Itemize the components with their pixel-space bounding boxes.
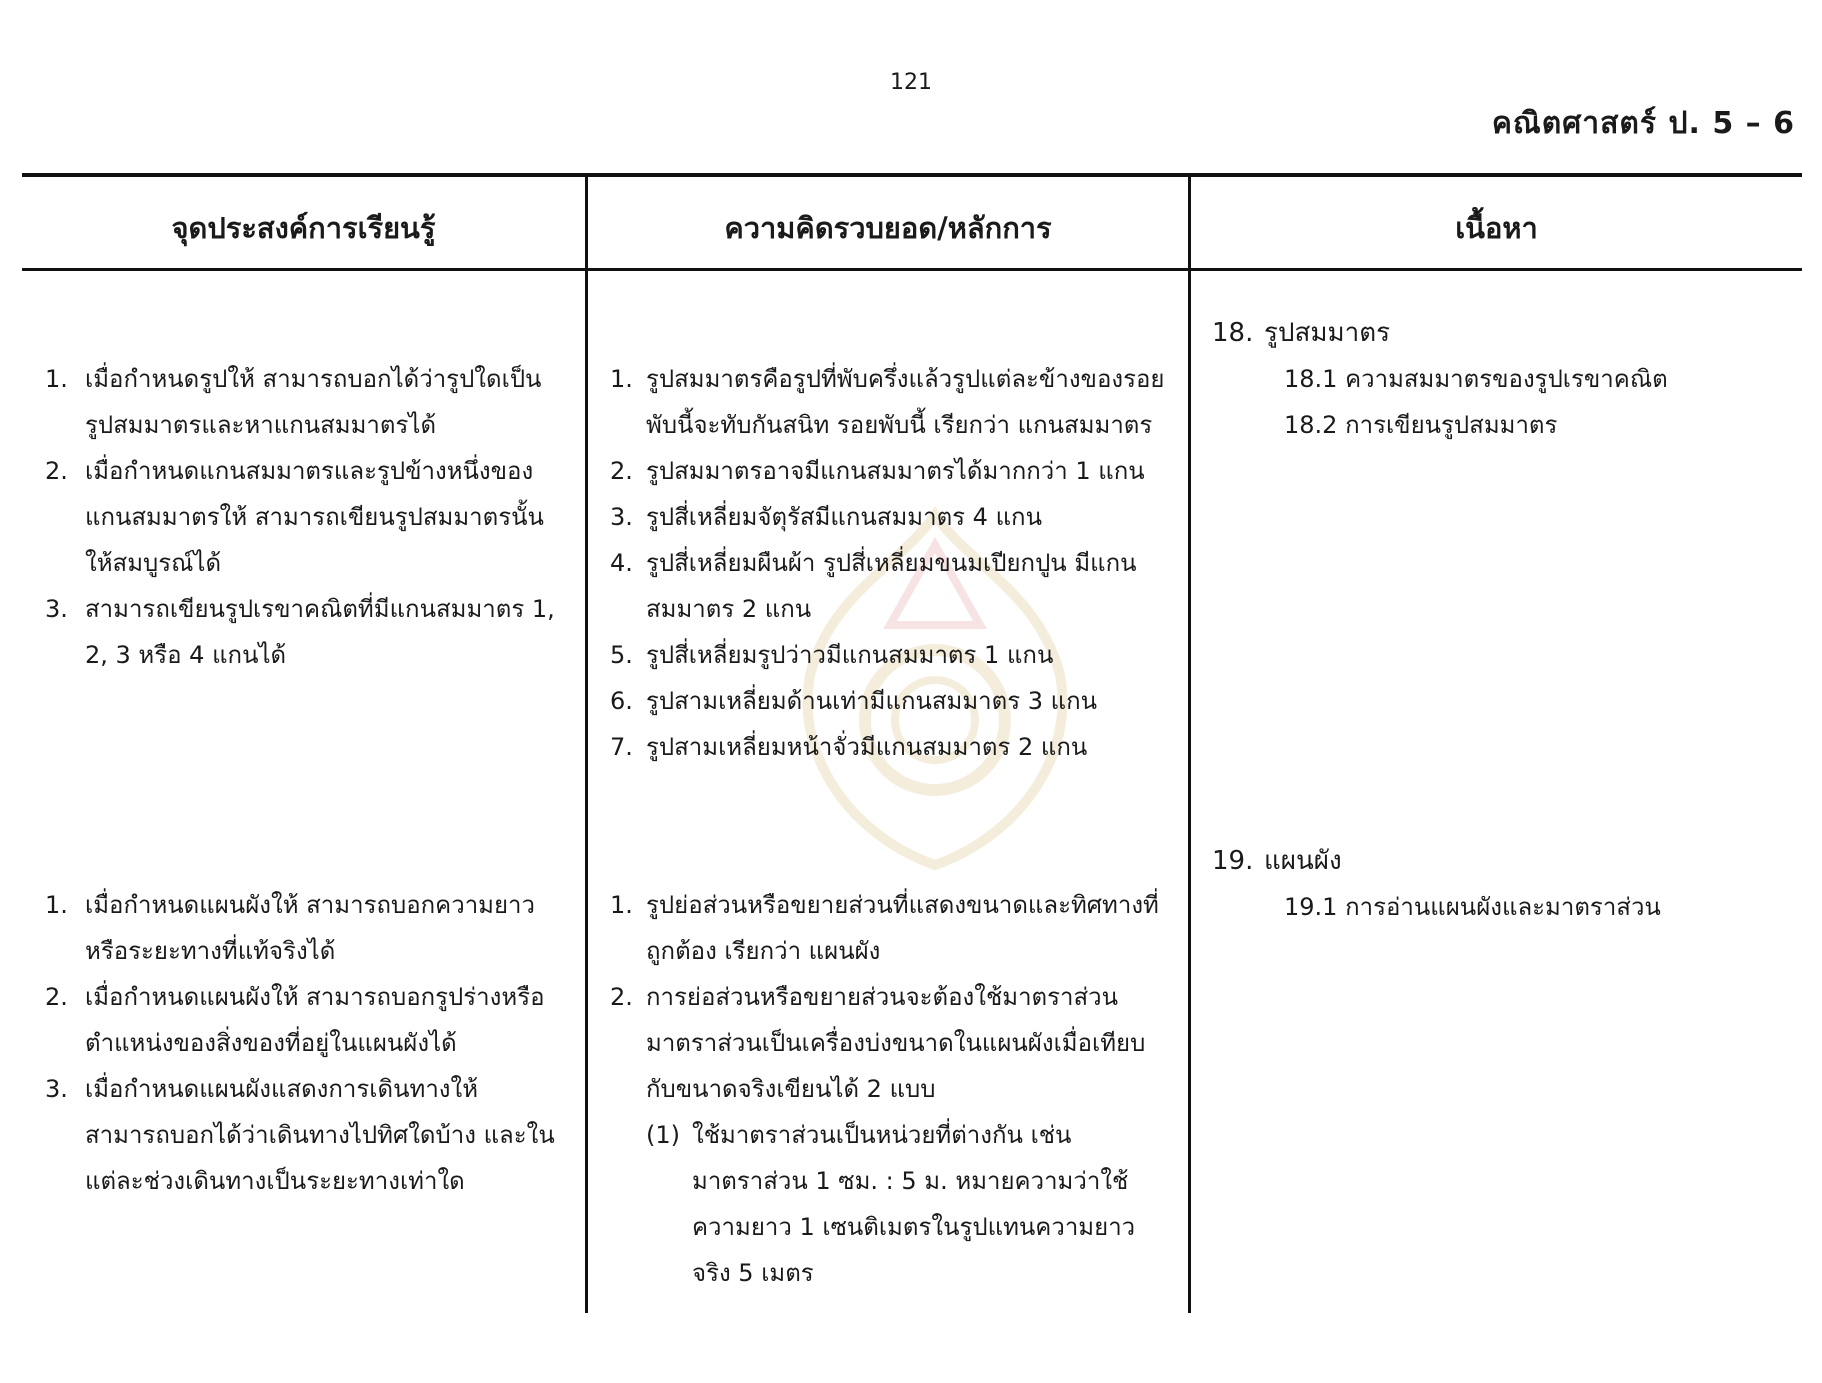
objective-item: [45, 586, 565, 678]
concept-item: [610, 448, 1170, 494]
concept-item: [610, 494, 1170, 540]
item-number: 1.: [45, 891, 68, 919]
concept-item: [610, 632, 1170, 678]
item-text: การย่อส่วนหรือขยายส่วนจะต้องใช้มาตราส่วน มาตราส่วนเป็นเครื่องบ่งขนาดในแผนผังเมื่อเทียบกับขนาดจริงเขียนได้ 2 แบบ: [646, 983, 1146, 1103]
concept-item: [610, 540, 1170, 632]
page-number: 121: [890, 70, 932, 95]
content-subtopic: 19.1 การอ่านแผนผังและมาตราส่วน: [1284, 893, 1661, 921]
item-text: รูปสามเหลี่ยมหน้าจั่วมีแกนสมมาตร 2 แกน: [646, 733, 1088, 761]
concept-item: [610, 974, 1170, 1112]
item-text: เมื่อกำหนดแผนผังให้ สามารถบอกรูปร่างหรือตำแหน่งของสิ่งของที่อยู่ในแผนผังได้: [85, 983, 545, 1057]
item-number: 3.: [45, 1075, 68, 1103]
section1-concepts: [610, 356, 1170, 770]
item-number: 4.: [610, 549, 633, 577]
section2-concepts: [610, 882, 1170, 1296]
item-text: เมื่อกำหนดแผนผังให้ สามารถบอกความยาวหรือระยะทางที่แท้จริงได้: [85, 891, 536, 965]
item-text: เมื่อกำหนดแผนผังแสดงการเดินทางให้ สามารถบอกได้ว่าเดินทางไปทิศใดบ้าง และในแต่ละช่วงเดินทางเป็นระยะทางเท่าใด: [85, 1075, 555, 1195]
content-topic: [1212, 310, 1782, 356]
topic-title: แผนผัง: [1264, 846, 1342, 876]
objective-item: [45, 1066, 565, 1204]
content-column-header: เนื้อหา: [1455, 211, 1538, 245]
item-text: รูปสี่เหลี่ยมจัตุรัสมีแกนสมมาตร 4 แกน: [646, 503, 1042, 531]
item-number: 2.: [45, 983, 68, 1011]
subject-title: คณิตศาสตร์ ป. 5 – 6: [1491, 106, 1795, 141]
item-text: เมื่อกำหนดรูปให้ สามารถบอกได้ว่ารูปใดเป็นรูปสมมาตรและหาแกนสมมาตรได้: [85, 365, 542, 439]
section2-content: [1212, 838, 1782, 930]
subitem-number: (1): [646, 1121, 680, 1149]
item-number: 3.: [610, 503, 633, 531]
topic-number: 18.: [1212, 318, 1254, 348]
subitem-text: ใช้มาตราส่วนเป็นหน่วยที่ต่างกัน เช่น มาตราส่วน 1 ซม. : 5 ม. หมายความว่าใช้ความยาว 1 เซนติเมตรในรูปแทนความยาวจริง 5 เมตร: [692, 1121, 1136, 1287]
objective-item: [45, 882, 565, 974]
content-subtopic: 18.1 ความสมมาตรของรูปเรขาคณิต: [1284, 365, 1668, 393]
objectives-column-header: จุดประสงค์การเรียนรู้: [171, 211, 436, 245]
table-top-rule: [22, 173, 1802, 177]
item-number: 1.: [45, 365, 68, 393]
item-text: รูปสี่เหลี่ยมผืนผ้า รูปสี่เหลี่ยมขนมเปียกปูน มีแกนสมมาตร 2 แกน: [646, 549, 1137, 623]
item-number: 7.: [610, 733, 633, 761]
concept-subitem: [610, 1112, 1170, 1296]
objective-item: [45, 974, 565, 1066]
item-number: 1.: [610, 365, 633, 393]
concepts-column-header: ความคิดรวบยอด/หลักการ: [724, 211, 1052, 245]
topic-title: รูปสมมาตร: [1264, 318, 1391, 348]
content-topic: [1212, 838, 1782, 884]
item-number: 2.: [45, 457, 68, 485]
concept-item: [610, 356, 1170, 448]
item-text: สามารถเขียนรูปเรขาคณิตที่มีแกนสมมาตร 1, 2, 3 หรือ 4 แกนได้: [85, 595, 555, 669]
concept-item: [610, 724, 1170, 770]
content-subtopic: 18.2 การเขียนรูปสมมาตร: [1284, 411, 1558, 439]
item-text: รูปสมมาตรอาจมีแกนสมมาตรได้มากกว่า 1 แกน: [646, 457, 1145, 485]
topic-number: 19.: [1212, 846, 1254, 876]
objective-item: [45, 448, 565, 586]
item-number: 5.: [610, 641, 633, 669]
item-number: 3.: [45, 595, 68, 623]
item-number: 6.: [610, 687, 633, 715]
item-text: รูปสมมาตรคือรูปที่พับครึ่งแล้วรูปแต่ละข้างของรอยพับนี้จะทับกันสนิท รอยพับนี้ เรียกว่า แกนสมมาตร: [646, 365, 1165, 439]
objective-item: [45, 356, 565, 448]
item-number: 2.: [610, 983, 633, 1011]
item-text: รูปสี่เหลี่ยมรูปว่าวมีแกนสมมาตร 1 แกน: [646, 641, 1054, 669]
section1-content: [1212, 310, 1782, 448]
item-number: 2.: [610, 457, 633, 485]
item-text: เมื่อกำหนดแกนสมมาตรและรูปข้างหนึ่งของแกนสมมาตรให้ สามารถเขียนรูปสมมาตรนั้นให้สมบูรณ์ได้: [85, 457, 544, 577]
item-text: รูปสามเหลี่ยมด้านเท่ามีแกนสมมาตร 3 แกน: [646, 687, 1098, 715]
concept-item: [610, 678, 1170, 724]
section1-objectives: [45, 356, 565, 678]
section2-objectives: [45, 882, 565, 1204]
concept-item: [610, 882, 1170, 974]
item-text: รูปย่อส่วนหรือขยายส่วนที่แสดงขนาดและทิศทางที่ถูกต้อง เรียกว่า แผนผัง: [646, 891, 1159, 965]
column-divider: [585, 173, 588, 1313]
column-divider: [1188, 173, 1191, 1313]
table-header-rule: [22, 268, 1802, 271]
item-number: 1.: [610, 891, 633, 919]
